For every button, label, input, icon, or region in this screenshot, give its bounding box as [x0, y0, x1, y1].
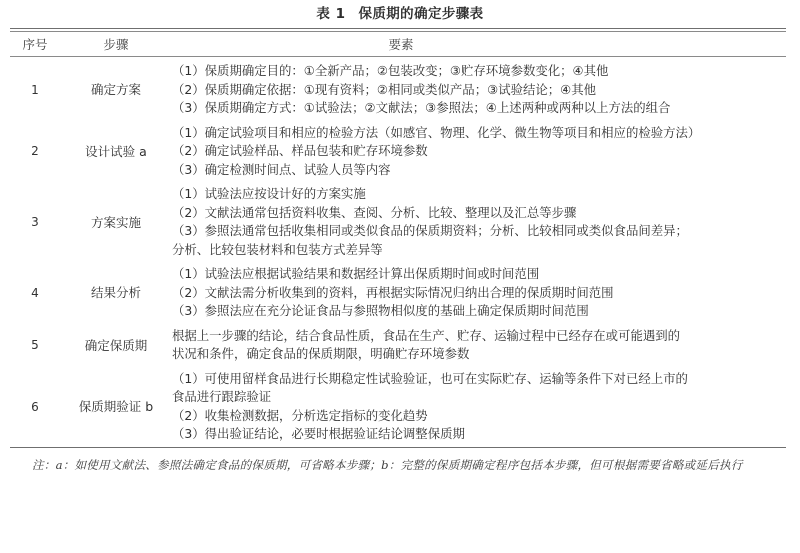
table-row — [10, 262, 786, 324]
row-elements — [172, 370, 786, 444]
row-elements — [172, 185, 786, 259]
table-row — [10, 182, 786, 262]
element-line: （2）文献法通常包括资料收集、查阅、分析、比较、整理以及汇总等步骤 — [172, 204, 577, 220]
table-body — [10, 57, 786, 447]
element-line: （3）确定检测时间点、试验人员等内容 — [172, 161, 391, 177]
element-line: （3）保质期确定方式：①试验法；②文献法；③参照法；④上述两种或两种以上方法的组合 — [172, 100, 671, 115]
element-line-continuation: 分析、比较包装材料和包装方式差异等 — [172, 241, 383, 257]
row-number: 6 — [31, 399, 39, 414]
row-elements — [172, 327, 786, 364]
element-line-continuation: 状况和条件，确定食品的保质期限，明确贮存环境参数 — [172, 346, 470, 361]
element-line: （1）可使用留样食品进行长期稳定性试验验证，也可在实际贮存、运输等条件下对已经上市的 — [172, 370, 688, 386]
row-number: 5 — [31, 338, 39, 352]
element-line-continuation: 食品进行跟踪验证 — [172, 389, 272, 404]
row-step-name: 确定方案 — [90, 82, 141, 98]
row-number: 2 — [31, 144, 39, 159]
row-step-name: 保质期验证 b — [78, 399, 154, 414]
row-number: 3 — [31, 215, 39, 229]
table-caption-text: 保质期的确定步骤表 — [358, 6, 484, 22]
element-line: （1）试验法应按设计好的方案实施 — [172, 186, 366, 201]
row-elements — [172, 265, 786, 321]
table-footnote — [10, 448, 786, 475]
element-line: （2）收集检测数据，分析选定指标的变化趋势 — [172, 407, 428, 423]
row-step-name: 确定保质期 — [84, 337, 148, 353]
element-line: （1）确定试验项目和相应的检验方法（如感官、物理、化学、微生物等项目和相应的检验方法） — [172, 124, 701, 140]
row-step-name: 结果分析 — [90, 285, 141, 301]
element-line: （1）保质期确定目的：①全新产品；②包装改变；③贮存环境参数变化；④其他 — [172, 63, 609, 78]
row-number: 1 — [31, 82, 39, 97]
table-caption-label: 表 1 — [316, 6, 346, 22]
element-line: （2）保质期确定依据：①现有资料；②相同或类似产品；③试验结论；④其他 — [172, 81, 597, 97]
table-caption — [0, 0, 800, 28]
footnote-line-1: 注：a：如使用文献法、参照法确定食品的保质期，可省略本步骤；b：完整的保质期确定程序包括本步骤，但可根据 — [32, 457, 637, 472]
table-row — [10, 324, 786, 367]
column-header-element: 要素 — [388, 37, 414, 52]
column-header-no: 序号 — [22, 37, 48, 52]
element-line: （3）参照法通常包括收集相同或类似食品的保质期资料；分析、比较相同或类似食品间差异； — [172, 223, 688, 238]
row-elements — [172, 124, 786, 180]
element-line: 根据上一步骤的结论，结合食品性质，食品在生产、贮存、运输过程中已经存在或可能遇到的 — [172, 327, 681, 343]
element-line: （1）试验法应根据试验结果和数据经计算出保质期时间或时间范围 — [172, 266, 540, 281]
column-header-step: 步骤 — [103, 37, 129, 52]
row-step-name: 方案实施 — [90, 214, 141, 230]
element-line: （2）文献法需分析收集到的资料，再根据实际情况归纳出合理的保质期时间范围 — [172, 284, 614, 300]
table-row — [10, 121, 786, 183]
element-line: （3）得出验证结论，必要时根据验证结论调整保质期 — [172, 426, 465, 441]
element-line: （2）确定试验样品、样品包装和贮存环境参数 — [172, 143, 428, 158]
row-number: 4 — [31, 285, 39, 300]
row-step-name: 设计试验 a — [85, 143, 147, 159]
row-elements — [172, 62, 786, 118]
steps-table — [10, 28, 786, 448]
element-line: （3）参照法应在充分论证食品与参照物相似度的基础上确定保质期时间范围 — [172, 303, 589, 318]
footnote-line-2: 需要省略或延后执行 — [636, 457, 743, 472]
table-row — [10, 59, 786, 121]
table-header-row — [10, 32, 786, 56]
table-row — [10, 367, 786, 447]
